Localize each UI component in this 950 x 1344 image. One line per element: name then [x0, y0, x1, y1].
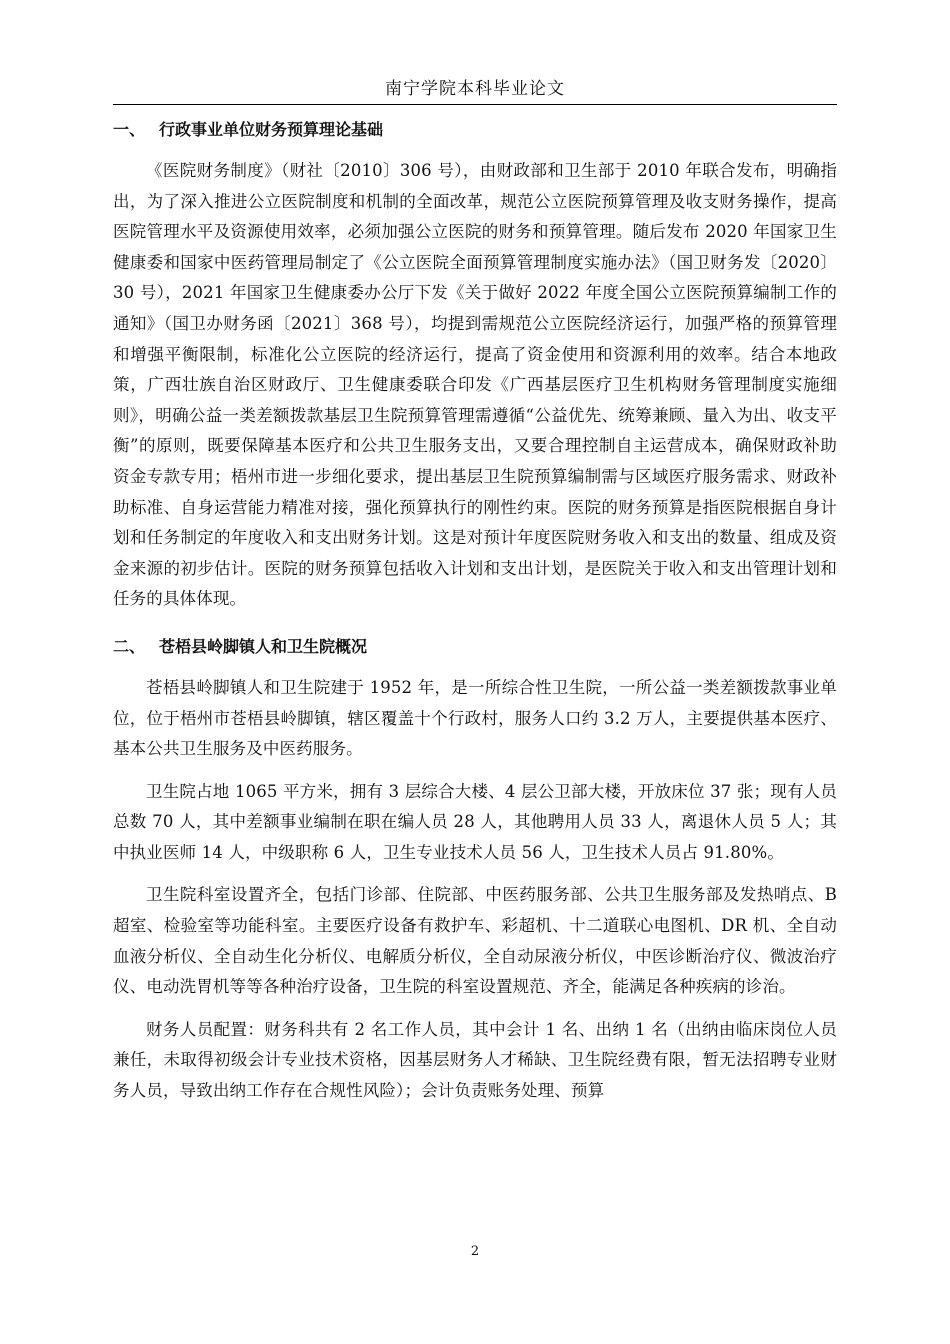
paragraph: 苍梧县岭脚镇人和卫生院建于 1952 年，是一所综合性卫生院，一所公益一类差额拨款事业单位，位于梧州市苍梧县岭脚镇，辖区覆盖十个行政村，服务人口约 3.2 万人，主要提供基本医疗、基本公共卫生服务及中医药服务。 [113, 677, 837, 759]
paragraph: 财务人员配置：财务科共有 2 名工作人员，其中会计 1 名、出纳 1 名（出纳由临床岗位人员兼任，未取得初级会计专业技术资格，因基层财务人才稀缺、卫生院经费有限，暂无法招聘专业财务人员，导致出纳工作存在合规性风险）；会计负责账务处理、预算 [113, 1019, 837, 1101]
section-1 [113, 116, 837, 615]
section-title: 行政事业单位财务预算理论基础 [159, 120, 384, 139]
running-header: 南宁学院本科毕业论文 [385, 79, 565, 99]
paragraph: 卫生院占地 1065 平方米，拥有 3 层综合大楼、4 层公卫部大楼，开放床位 37 张；现有人员总数 70 人，其中差额事业编制在职在编人员 28 人，其他聘用人员 33 人，离退休人员 5 人；其中执业医师 14 人，中级职称 6 人，卫生专业技术人员 56 人，卫生技术人员占 91.80%。 [113, 781, 837, 862]
section-number: 二、 [113, 636, 146, 656]
page-number: 2 [470, 1244, 480, 1259]
section-2 [113, 633, 837, 1107]
section-heading [113, 633, 837, 661]
body-content [113, 116, 837, 1107]
paragraph: 《医院财务制度》（财社〔2010〕306 号），由财政部和卫生部于 2010 年联合发布，明确指出，为了深入推进公立医院制度和机制的全面改革，规范公立医院预算管理及收支财务操作，提高医院管理水平及资源使用效率，必须加强公立医院的财务和预算管理。随后发布 2020 年国家卫生健康委和国家中医药管理局制定了《公立医院全面预算管理制度实施办法》（国卫财务发〔2020〕30 号），2021 年国家卫生健康委办公厅下发《关于做好 2022 年度全国公立医院预算编制工作的通知》（国卫办财务函〔2021〕368 号），均提到需规范公立医院经济运行，加强严格的预算管理和增强平衡限制，标准化公立医院的经济运行，提高了资金使用和资源利用的效率。结合本地政策，广西壮族自治区财政厅、卫生健康委联合印发《广西基层医疗卫生机构财务管理制度实施细则》，明确公益一类差额拨款基层卫生院预算管理需遵循“公益优先、统筹兼顾、量入为出、收支平衡”的原则，既要保障基本医疗和公共卫生服务支出，又要合理控制自主运营成本，确保财政补助资金专款专用；梧州市进一步细化要求，提出基层卫生院预算编制需与区域医疗服务需求、财政补助标准、自身运营能力精准对接，强化预算执行的刚性约束。医院的财务预算是指医院根据自身计划和任务制定的年度收入和支出财务计划。这是对预计年度医院财务收入和支出的数量、组成及资金来源的初步估计。医院的财务预算包括收入计划和支出计划，是医院关于收入和支出管理计划和任务的具体体现。 [113, 161, 837, 609]
section-number: 一、 [113, 120, 146, 139]
header-divider [113, 104, 837, 105]
paragraph: 卫生院科室设置齐全，包括门诊部、住院部、中医药服务部、公共卫生服务部及发热哨点、B 超室、检验室等功能科室。主要医疗设备有救护车、彩超机、十二道联心电图机、DR 机、全自动血液分析仪、全自动生化分析仪、电解质分析仪，全自动尿液分析仪，中医诊断治疗仪、微波治疗仪、电动洗胃机等等各种治疗设备，卫生院的科室设置规范、齐全，能满足各种疾病的诊治。 [113, 885, 837, 997]
section-heading [113, 116, 837, 144]
section-title: 苍梧县岭脚镇人和卫生院概况 [159, 636, 368, 656]
